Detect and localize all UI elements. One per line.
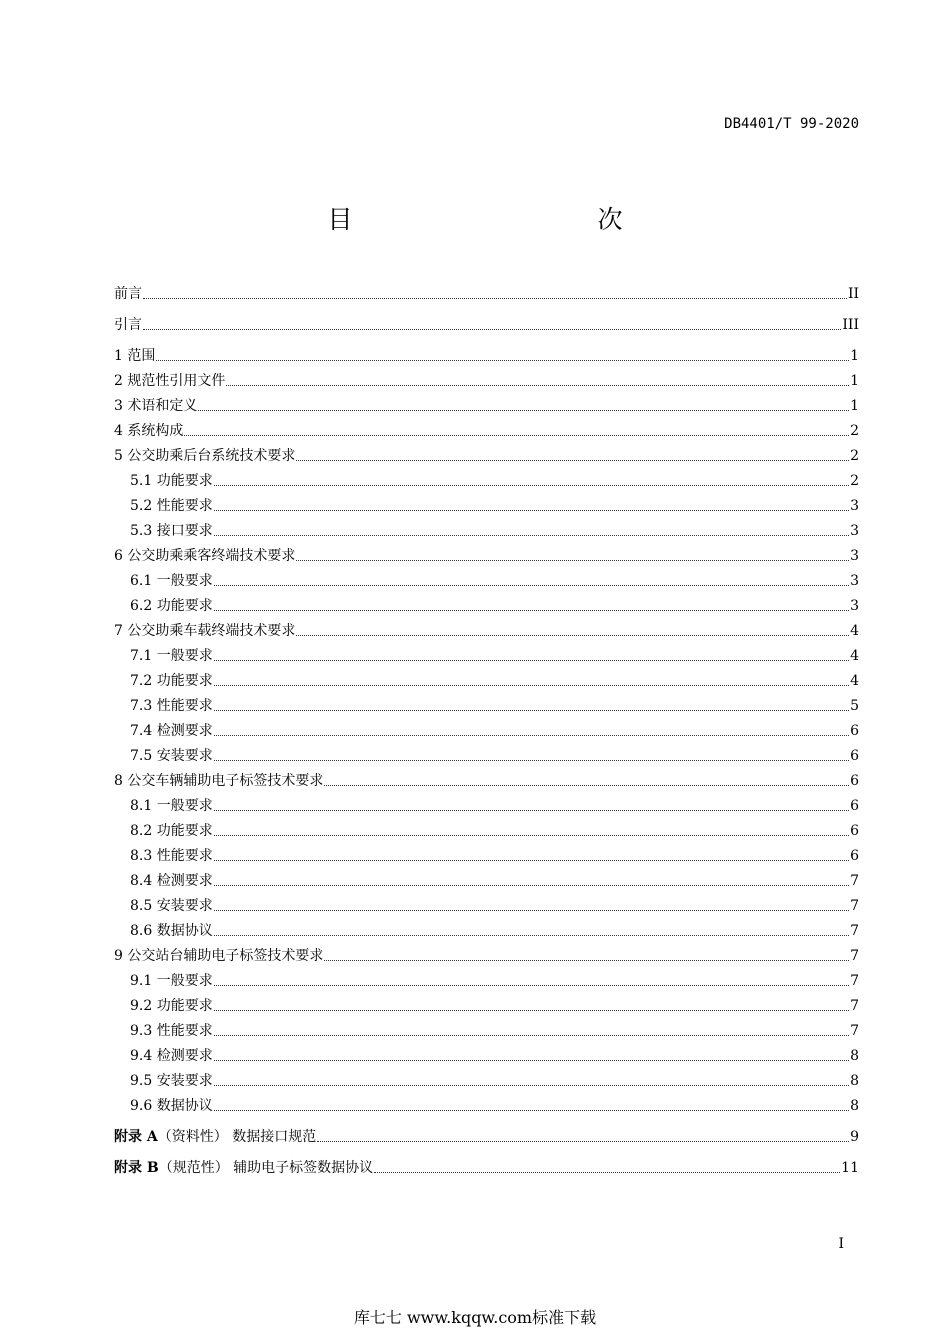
toc-entry-page: 8	[850, 1073, 859, 1089]
toc-leader-dots	[214, 509, 849, 511]
toc-entry-label: 6 公交助乘乘客终端技术要求	[114, 548, 296, 564]
toc-leader-dots	[184, 434, 849, 436]
toc-entry-label: 7.3 性能要求	[130, 698, 213, 714]
toc-entry[interactable]	[114, 669, 859, 694]
toc-entry-page: 2	[850, 448, 859, 464]
toc-entry-page: 3	[850, 573, 859, 589]
toc-leader-dots	[296, 559, 849, 561]
page-number: I	[838, 1236, 844, 1252]
toc-leader-dots	[214, 609, 849, 611]
toc-entry-page: 1	[850, 348, 859, 364]
toc-entry-page: 7	[850, 923, 859, 939]
toc-entry-label: 8.2 功能要求	[130, 823, 213, 839]
toc-entry-label: 5 公交助乘后台系统技术要求	[114, 448, 296, 464]
toc-entry-label: 7.1 一般要求	[130, 648, 213, 664]
toc-entry[interactable]	[114, 894, 859, 919]
toc-entry-label: 5.3 接口要求	[130, 523, 213, 539]
toc-entry[interactable]	[114, 282, 859, 307]
toc-leader-dots	[143, 297, 847, 299]
toc-entry-page: 7	[850, 973, 859, 989]
toc-entry[interactable]	[114, 919, 859, 944]
toc-entry-page: 7	[850, 898, 859, 914]
toc-entry-page: 3	[850, 548, 859, 564]
toc-entry-page: 6	[850, 748, 859, 764]
toc-entry-page: III	[842, 317, 859, 333]
toc-entry-label: 6.2 功能要求	[130, 598, 213, 614]
toc-entry[interactable]	[114, 1156, 859, 1181]
toc-entry-appendix-id: 附录 B	[114, 1160, 159, 1176]
toc-entry-label: 9.1 一般要求	[130, 973, 213, 989]
toc-entry-label: 4 系统构成	[114, 423, 184, 439]
toc-leader-dots	[324, 959, 849, 961]
toc-entry[interactable]	[114, 344, 859, 369]
toc-entry[interactable]	[114, 494, 859, 519]
toc-leader-dots	[214, 734, 849, 736]
toc-entry[interactable]	[114, 694, 859, 719]
toc-leader-dots	[214, 1009, 849, 1011]
toc-entry[interactable]	[114, 1044, 859, 1069]
toc-entry-page: 7	[850, 1023, 859, 1039]
toc-entry-page: II	[847, 286, 859, 302]
toc-entry[interactable]	[114, 769, 859, 794]
toc-leader-dots	[214, 909, 849, 911]
toc-entry-label: 9.6 数据协议	[130, 1098, 213, 1114]
toc-leader-dots	[214, 534, 849, 536]
toc-entry[interactable]	[114, 544, 859, 569]
toc-leader-dots	[156, 359, 849, 361]
toc-entry-page: 3	[850, 598, 859, 614]
toc-entry[interactable]	[114, 794, 859, 819]
toc-entry[interactable]	[114, 869, 859, 894]
toc-entry[interactable]	[114, 394, 859, 419]
toc-leader-dots	[214, 834, 849, 836]
toc-leader-dots	[214, 684, 849, 686]
toc-entry[interactable]	[114, 994, 859, 1019]
toc-entry-label: 7.4 检测要求	[130, 723, 213, 739]
toc-leader-dots	[214, 984, 849, 986]
toc-entry[interactable]	[114, 594, 859, 619]
toc-entry[interactable]	[114, 444, 859, 469]
toc-entry-page: 3	[850, 523, 859, 539]
toc-entry-page: 11	[841, 1160, 859, 1176]
toc-entry[interactable]	[114, 469, 859, 494]
toc-leader-dots	[214, 1059, 849, 1061]
toc-entry-label: 引言	[114, 317, 142, 333]
toc-entry[interactable]	[114, 369, 859, 394]
toc-leader-dots	[143, 328, 841, 330]
toc-leader-dots	[214, 884, 849, 886]
toc-leader-dots	[214, 934, 849, 936]
toc-entry-label: 前言	[114, 286, 142, 302]
document-code: DB4401/T 99-2020	[724, 116, 859, 132]
toc-entry-label: 8 公交车辆辅助电子标签技术要求	[114, 773, 324, 789]
toc-entry-label: 5.2 性能要求	[130, 498, 213, 514]
toc-leader-dots	[198, 409, 849, 411]
toc-entry-page: 6	[850, 773, 859, 789]
toc-leader-dots	[296, 634, 849, 636]
toc-entry-label: 8.1 一般要求	[130, 798, 213, 814]
toc-entry-page: 6	[850, 723, 859, 739]
toc-entry-label: 3 术语和定义	[114, 398, 198, 414]
toc-entry-page: 2	[850, 423, 859, 439]
toc-leader-dots	[374, 1171, 840, 1173]
table-of-contents	[114, 282, 859, 1181]
page-title: 目 次	[327, 205, 688, 234]
toc-entry-label: 8.6 数据协议	[130, 923, 213, 939]
toc-entry-page: 6	[850, 823, 859, 839]
toc-leader-dots	[214, 809, 849, 811]
toc-entry-page: 8	[850, 1048, 859, 1064]
toc-entry-page: 4	[850, 673, 859, 689]
toc-entry-page: 1	[850, 373, 859, 389]
toc-entry-page: 2	[850, 473, 859, 489]
toc-entry[interactable]	[114, 744, 859, 769]
toc-entry-label: 5.1 功能要求	[130, 473, 213, 489]
toc-entry-page: 7	[850, 948, 859, 964]
toc-leader-dots	[214, 1109, 849, 1111]
toc-entry-page: 7	[850, 998, 859, 1014]
toc-entry-label	[114, 1125, 316, 1150]
toc-entry-appendix-id: 附录 A	[114, 1129, 158, 1145]
toc-entry-label: 1 范围	[114, 348, 156, 364]
toc-entry-page: 1	[850, 398, 859, 414]
toc-entry-label: 9.2 功能要求	[130, 998, 213, 1014]
toc-entry-page: 7	[850, 873, 859, 889]
toc-entry[interactable]	[114, 569, 859, 594]
toc-entry-page: 4	[850, 623, 859, 639]
toc-entry[interactable]	[114, 313, 859, 338]
toc-entry-label: 6.1 一般要求	[130, 573, 213, 589]
toc-entry[interactable]	[114, 1019, 859, 1044]
toc-leader-dots	[214, 709, 849, 711]
toc-entry[interactable]	[114, 619, 859, 644]
toc-entry-label: 9.4 检测要求	[130, 1048, 213, 1064]
toc-entry-label: 7.2 功能要求	[130, 673, 213, 689]
toc-leader-dots	[214, 659, 849, 661]
toc-entry-label: 8.3 性能要求	[130, 848, 213, 864]
toc-entry-page: 6	[850, 798, 859, 814]
toc-leader-dots	[317, 1140, 849, 1142]
toc-leader-dots	[324, 784, 849, 786]
toc-entry-page: 3	[850, 498, 859, 514]
toc-entry[interactable]	[114, 1125, 859, 1150]
toc-leader-dots	[226, 384, 849, 386]
toc-entry[interactable]	[114, 519, 859, 544]
toc-leader-dots	[214, 1084, 849, 1086]
toc-entry-label: 7 公交助乘车载终端技术要求	[114, 623, 296, 639]
toc-entry[interactable]	[114, 844, 859, 869]
toc-entry-label	[114, 1156, 373, 1181]
toc-entry-label: 7.5 安装要求	[130, 748, 213, 764]
toc-entry[interactable]	[114, 1069, 859, 1094]
toc-entry-label: 8.5 安装要求	[130, 898, 213, 914]
toc-leader-dots	[214, 484, 849, 486]
toc-leader-dots	[214, 759, 849, 761]
toc-entry-page: 9	[850, 1129, 859, 1145]
footer-watermark: 库七七 www.kqqw.com标准下载	[353, 1308, 597, 1327]
toc-entry-label: 9.5 安装要求	[130, 1073, 213, 1089]
toc-entry-page: 8	[850, 1098, 859, 1114]
toc-entry-label: 9 公交站台辅助电子标签技术要求	[114, 948, 324, 964]
toc-entry[interactable]	[114, 944, 859, 969]
toc-entry[interactable]	[114, 719, 859, 744]
toc-entry-appendix-title: （资料性） 数据接口规范	[157, 1129, 317, 1145]
toc-entry-page: 6	[850, 848, 859, 864]
toc-leader-dots	[296, 459, 849, 461]
toc-leader-dots	[214, 584, 849, 586]
toc-entry[interactable]	[114, 419, 859, 444]
toc-entry-label: 9.3 性能要求	[130, 1023, 213, 1039]
toc-entry[interactable]	[114, 819, 859, 844]
toc-leader-dots	[214, 859, 849, 861]
toc-entry-page: 4	[850, 648, 859, 664]
toc-entry-label: 2 规范性引用文件	[114, 373, 226, 389]
toc-entry[interactable]	[114, 969, 859, 994]
toc-entry[interactable]	[114, 644, 859, 669]
toc-leader-dots	[214, 1034, 849, 1036]
toc-entry-appendix-title: （规范性） 辅助电子标签数据协议	[158, 1160, 374, 1176]
toc-entry-page: 5	[850, 698, 859, 714]
toc-entry-label: 8.4 检测要求	[130, 873, 213, 889]
toc-entry[interactable]	[114, 1094, 859, 1119]
